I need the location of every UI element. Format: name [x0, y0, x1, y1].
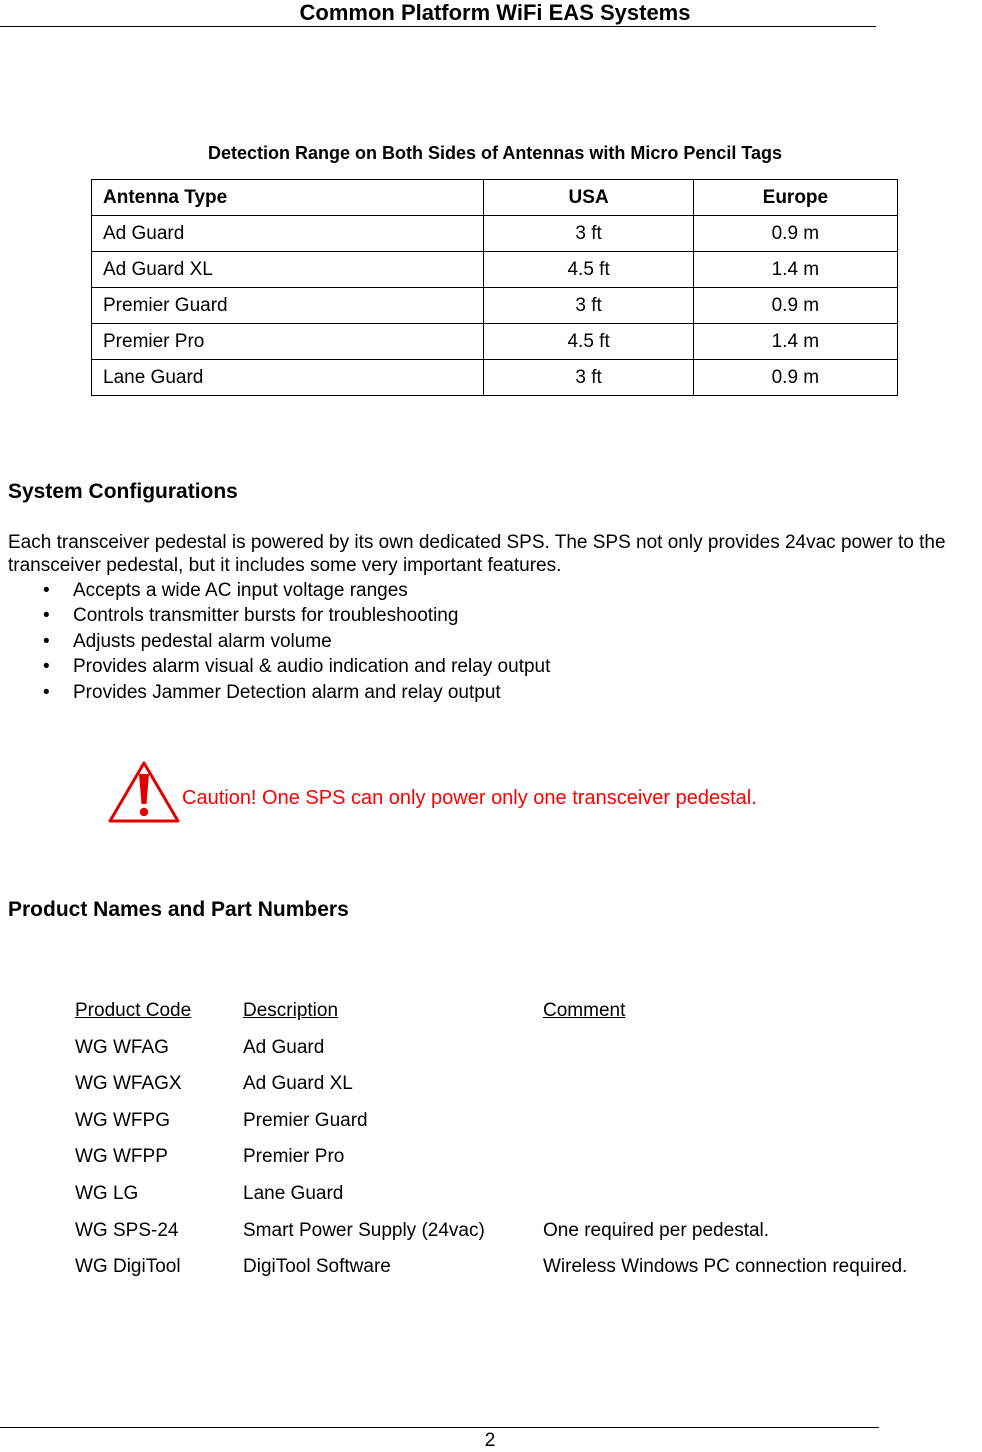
- product-code: WG DigiTool: [75, 1256, 181, 1278]
- cell-europe: 1.4 m: [693, 324, 897, 360]
- column-header-product-code: Product Code: [75, 1000, 192, 1021]
- feature-text: Provides alarm visual & audio indication and relay output: [73, 656, 551, 678]
- system-configurations-paragraph: Each transceiver pedestal is powered by its own dedicated SPS. The SPS not only provides 24vac power to the transceiver pedestal, but it includes some very important features.: [8, 532, 946, 576]
- bullet-icon: •: [43, 681, 50, 703]
- page-number: 2: [484, 1430, 496, 1451]
- feature-text: Provides Jammer Detection alarm and relay output: [73, 681, 501, 703]
- table-row: [92, 216, 898, 252]
- cell-usa: 4.5 ft: [484, 324, 693, 360]
- footer-divider: [0, 1427, 879, 1428]
- product-code: WG WFAG: [75, 1036, 169, 1058]
- warning-triangle-icon: [108, 760, 180, 824]
- cell-europe: 0.9 m: [693, 360, 897, 396]
- product-description: Ad Guard XL: [243, 1073, 353, 1095]
- table-row: [92, 324, 898, 360]
- list-item: [43, 680, 550, 705]
- column-header-usa: USA: [484, 180, 693, 216]
- bullet-icon: •: [43, 656, 50, 678]
- column-header-comment: Comment: [543, 1000, 626, 1021]
- caution-text: Caution! One SPS can only power only one transceiver pedestal.: [182, 787, 757, 809]
- product-code: WG WFPG: [75, 1109, 170, 1131]
- system-configurations-heading: System Configurations: [8, 480, 238, 503]
- product-code: WG WFAGX: [75, 1073, 182, 1095]
- cell-usa: 3 ft: [484, 216, 693, 252]
- product-comment: Wireless Windows PC connection required.: [543, 1256, 908, 1278]
- cell-antenna-type: Premier Guard: [92, 288, 484, 324]
- list-item: [43, 603, 550, 628]
- column-header-antenna-type: Antenna Type: [92, 180, 484, 216]
- bullet-icon: •: [43, 580, 50, 601]
- product-description: DigiTool Software: [243, 1256, 391, 1278]
- feature-text: Accepts a wide AC input voltage ranges: [73, 580, 408, 601]
- cell-antenna-type: Premier Pro: [92, 324, 484, 360]
- table-row: [92, 288, 898, 324]
- cell-antenna-type: Ad Guard: [92, 216, 484, 252]
- list-item: [43, 629, 550, 654]
- product-description: Lane Guard: [243, 1182, 344, 1204]
- product-code: WG SPS-24: [75, 1219, 179, 1241]
- product-names-heading: Product Names and Part Numbers: [8, 898, 349, 921]
- cell-europe: 0.9 m: [693, 288, 897, 324]
- product-code: WG LG: [75, 1182, 139, 1204]
- product-comment: One required per pedestal.: [543, 1219, 770, 1241]
- cell-usa: 3 ft: [484, 288, 693, 324]
- list-item: [43, 578, 550, 603]
- bullet-icon: •: [43, 630, 50, 652]
- cell-antenna-type: Ad Guard XL: [92, 252, 484, 288]
- feature-list: [43, 578, 550, 705]
- cell-usa: 4.5 ft: [484, 252, 693, 288]
- range-table-caption: Detection Range on Both Sides of Antennas with Micro Pencil Tags: [207, 143, 783, 163]
- table-row: [92, 252, 898, 288]
- product-description: Ad Guard: [243, 1036, 325, 1058]
- cell-europe: 1.4 m: [693, 252, 897, 288]
- cell-usa: 3 ft: [484, 360, 693, 396]
- list-item: [43, 654, 550, 679]
- cell-europe: 0.9 m: [693, 216, 897, 252]
- table-row: [92, 360, 898, 396]
- product-description: Premier Pro: [243, 1146, 345, 1168]
- product-description: Premier Guard: [243, 1109, 368, 1131]
- page-header-title: Common Platform WiFi EAS Systems: [299, 0, 691, 25]
- feature-text: Controls transmitter bursts for troubleshooting: [73, 605, 459, 627]
- product-code: WG WFPP: [75, 1146, 168, 1168]
- header-divider: [0, 26, 876, 27]
- cell-antenna-type: Lane Guard: [92, 360, 484, 396]
- product-description: Smart Power Supply (24vac): [243, 1219, 485, 1241]
- table-header-row: [92, 180, 898, 216]
- column-header-europe: Europe: [693, 180, 897, 216]
- feature-text: Adjusts pedestal alarm volume: [73, 630, 332, 652]
- bullet-icon: •: [43, 605, 50, 627]
- detection-range-table: [91, 179, 898, 396]
- column-header-description: Description: [243, 1000, 339, 1021]
